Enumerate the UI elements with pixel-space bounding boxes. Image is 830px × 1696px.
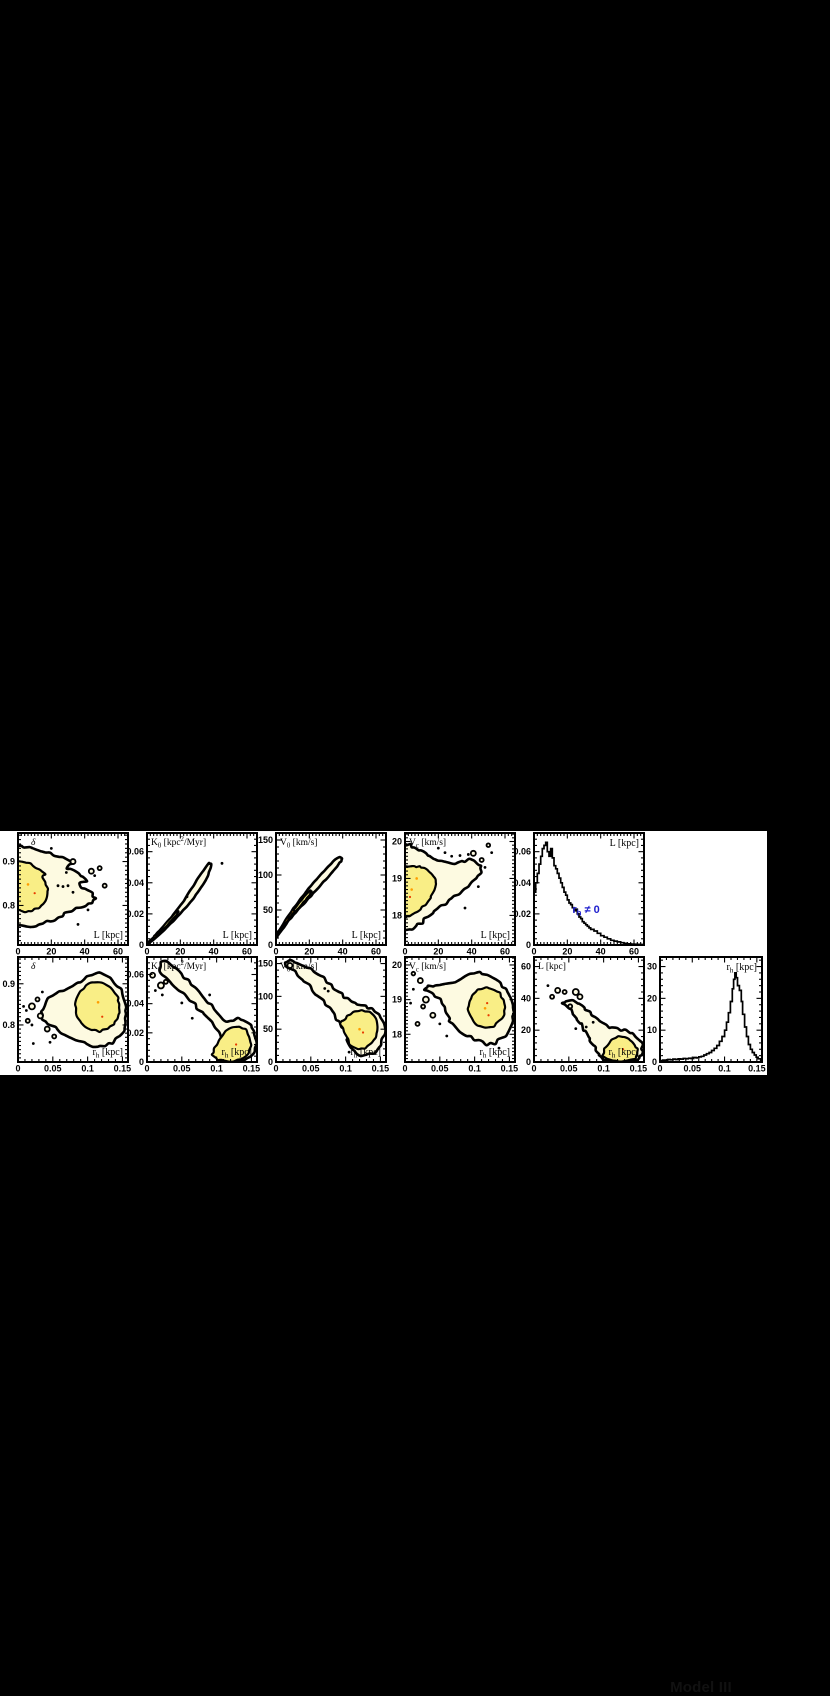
island-contour <box>487 843 491 847</box>
island-contour <box>29 1003 35 1009</box>
figure-canvas <box>0 831 767 1696</box>
island-contour <box>412 972 416 976</box>
scatter-dot <box>438 1022 441 1025</box>
x-tick-label: 0.15 <box>242 1063 261 1074</box>
scatter-dot <box>87 908 90 911</box>
marker-dot <box>486 1002 488 1004</box>
y-tick-label: 0.8 <box>2 900 15 911</box>
scatter-dot <box>77 923 80 926</box>
scatter-dot <box>477 885 480 888</box>
plot-area <box>12 842 107 927</box>
y-tick-label: 0.06 <box>513 846 531 857</box>
scatter-dot <box>186 895 189 898</box>
y-tick-label: 0 <box>651 1057 657 1067</box>
x-tick-label: 0 <box>273 946 279 957</box>
y-tick-label: 100 <box>257 870 273 880</box>
panel-L-histogram <box>510 831 666 957</box>
island-contour <box>421 1005 425 1009</box>
y-tick-label: 150 <box>257 835 273 845</box>
y-tick-label: 0.04 <box>513 877 531 888</box>
scatter-dot <box>444 851 447 854</box>
y-tick-label: 150 <box>257 958 273 969</box>
island-contour <box>164 980 168 984</box>
outer-contour <box>276 857 342 938</box>
y-tick-label: 30 <box>646 961 657 972</box>
x-tick-label: 60 <box>628 946 640 957</box>
scatter-dot <box>450 855 453 858</box>
marker-dot <box>358 1028 361 1031</box>
plot-area <box>534 842 644 945</box>
x-tick-label: 0.1 <box>339 1063 352 1074</box>
axis-variable-label: $V_0$ [km/s] <box>280 838 318 850</box>
island-contour <box>430 1013 435 1018</box>
scatter-dot <box>31 1024 34 1027</box>
x-tick-label: 0.15 <box>113 1063 132 1074</box>
plot-area <box>276 857 342 938</box>
marker-dot <box>362 1031 364 1033</box>
axis-variable-label: $V_0$ [km/s] <box>280 962 318 974</box>
x-tick-label: 0.05 <box>560 1063 578 1074</box>
scatter-dot <box>459 854 462 857</box>
scatter-dot <box>49 1041 52 1044</box>
y-tick-label: 0 <box>267 1057 273 1067</box>
island-contour <box>89 869 94 874</box>
island-contour <box>98 866 102 870</box>
corner-label: $r_h$ [kpc] <box>92 1047 123 1060</box>
island-contour <box>71 859 76 864</box>
scatter-dot <box>547 984 550 987</box>
scatter-dot <box>72 891 75 894</box>
y-tick-label: 20 <box>646 993 657 1004</box>
marker-dot <box>409 896 411 898</box>
scatter-dot <box>409 1002 412 1005</box>
scatter-dot <box>208 994 211 997</box>
island-contour <box>423 997 429 1003</box>
scatter-dot <box>93 874 96 877</box>
y-tick-label: 0.02 <box>126 1027 144 1038</box>
y-tick-label: 10 <box>646 1025 657 1036</box>
corner-label: $r_h$ [kpc] <box>608 1047 639 1060</box>
marker-dot <box>415 877 418 880</box>
scatter-dot <box>180 1002 183 1005</box>
x-tick-label: 0.15 <box>629 1063 648 1074</box>
x-tick-label: 60 <box>241 946 253 957</box>
y-tick-label: 19 <box>391 873 402 884</box>
corner-label: $r_h$ [kpc] <box>726 962 757 975</box>
scatter-dot <box>585 1026 588 1029</box>
scatter-dot <box>327 990 330 993</box>
y-tick-label: 18 <box>391 1029 402 1040</box>
x-tick-label: 20 <box>304 946 315 957</box>
x-tick-label: 0 <box>15 946 21 957</box>
scatter-dot <box>464 907 467 910</box>
annotation-text: $r_h \ne 0$ <box>572 904 600 918</box>
inner-contour <box>468 987 505 1027</box>
scatter-dot <box>57 884 60 887</box>
y-tick-label: 20 <box>391 959 402 970</box>
y-tick-label: 50 <box>262 1024 273 1035</box>
y-tick-label: 40 <box>520 993 531 1004</box>
scatter-dot <box>67 884 70 887</box>
island-contour <box>52 1034 56 1038</box>
x-tick-label: 0 <box>402 946 408 957</box>
scatter-dot <box>32 1042 35 1045</box>
island-contour <box>35 997 39 1001</box>
x-tick-label: 60 <box>499 946 511 957</box>
island-contour <box>103 884 107 888</box>
island-contour <box>45 1027 50 1032</box>
plot-area <box>409 972 514 1050</box>
x-tick-label: 0 <box>531 1063 537 1074</box>
x-tick-label: 20 <box>562 946 573 957</box>
histogram-line <box>534 842 644 945</box>
plot-area <box>22 972 126 1047</box>
scatter-dot <box>574 1027 577 1030</box>
x-tick-label: 0 <box>531 946 537 957</box>
y-tick-label: 0 <box>138 1057 144 1067</box>
corner-label: L [kpc] <box>609 838 639 849</box>
corner-label: $r_h$ [kpc] <box>221 1047 252 1060</box>
x-tick-label: 0.1 <box>597 1063 610 1074</box>
x-tick-label: 20 <box>46 946 57 957</box>
axis-variable-label: $K_0$ [kpc$^2$/Myr] <box>151 960 207 974</box>
frame <box>276 833 386 945</box>
marker-dot <box>484 1007 487 1010</box>
island-contour <box>577 994 582 999</box>
marker-dot <box>97 1001 100 1004</box>
island-contour <box>480 858 484 862</box>
island-contour <box>555 988 560 993</box>
y-tick-label: 0.9 <box>2 856 15 867</box>
axis-variable-label: L [kpc] <box>538 962 566 972</box>
x-tick-label: 0.05 <box>173 1063 191 1074</box>
island-contour <box>26 1019 30 1023</box>
island-contour <box>38 1013 43 1018</box>
y-tick-label: 19 <box>391 994 402 1005</box>
marker-dot <box>27 883 30 886</box>
x-tick-label: 0.15 <box>371 1063 390 1074</box>
x-tick-label: 40 <box>595 946 606 957</box>
island-contour <box>471 851 476 856</box>
corner-label: $r_h$ [kpc] <box>350 1047 381 1060</box>
x-tick-label: 0 <box>144 1063 150 1074</box>
scatter-dot <box>484 866 487 869</box>
corner-label: $r_h$ [kpc] <box>479 1047 510 1060</box>
x-tick-label: 0 <box>144 946 150 957</box>
x-tick-label: 20 <box>175 946 186 957</box>
y-tick-label: 50 <box>262 905 273 915</box>
y-tick-label: 0.8 <box>2 1019 15 1030</box>
scatter-dot <box>22 1005 25 1008</box>
axis-variable-label: $V_c$ [km/s] <box>409 838 447 850</box>
y-tick-label: 0 <box>138 940 144 950</box>
island-contour <box>568 1004 572 1008</box>
y-tick-label: 0 <box>525 1057 531 1067</box>
x-tick-label: 40 <box>79 946 90 957</box>
marker-dot <box>101 1016 103 1018</box>
core-contour <box>276 910 294 936</box>
y-tick-label: 0.9 <box>2 978 15 989</box>
scatter-dot <box>50 847 53 850</box>
panel-rh-histogram <box>636 950 784 1075</box>
x-tick-label: 40 <box>466 946 477 957</box>
inner-contour <box>75 982 119 1032</box>
x-tick-label: 0.1 <box>718 1063 731 1074</box>
scatter-dot <box>467 853 470 856</box>
scatter-dot <box>221 862 224 865</box>
y-tick-label: 18 <box>391 910 402 921</box>
y-tick-label: 0.02 <box>126 908 144 919</box>
x-tick-label: 0.15 <box>748 1063 766 1074</box>
marker-dot <box>34 892 36 894</box>
scatter-dot <box>323 987 326 990</box>
x-tick-label: 0.1 <box>468 1063 481 1074</box>
model-label: Model III <box>670 1679 732 1696</box>
x-tick-label: 0 <box>657 1063 663 1074</box>
x-tick-label: 0.05 <box>431 1063 449 1074</box>
marker-dot <box>235 1043 237 1045</box>
x-tick-label: 40 <box>208 946 219 957</box>
y-tick-label: 0 <box>525 940 531 950</box>
x-tick-label: 20 <box>433 946 444 957</box>
x-tick-label: 0 <box>273 1063 279 1074</box>
y-tick-label: 60 <box>520 961 531 972</box>
y-tick-label: 20 <box>520 1025 531 1036</box>
corner-label: L [kpc] <box>351 930 381 941</box>
y-tick-label: 0.04 <box>126 998 144 1009</box>
y-tick-label: 0.04 <box>126 877 144 888</box>
y-tick-label: 20 <box>391 836 402 847</box>
x-tick-label: 0.15 <box>500 1063 519 1074</box>
y-tick-label: 0 <box>267 940 273 950</box>
scatter-dot <box>65 871 68 874</box>
y-tick-label: 0.06 <box>126 969 144 980</box>
scatter-dot <box>191 1017 194 1020</box>
scatter-dot <box>445 1035 448 1038</box>
x-tick-label: 0.05 <box>44 1063 62 1074</box>
axis-variable-label: δ <box>31 838 36 848</box>
axis-variable-label: $K_0$ [kpc$^2$/Myr] <box>151 836 207 850</box>
corner-label: L [kpc] <box>222 930 252 941</box>
island-contour <box>550 995 554 999</box>
island-contour <box>416 1022 420 1026</box>
histogram-line <box>660 973 762 1062</box>
x-tick-label: 0.1 <box>81 1063 94 1074</box>
x-tick-label: 0 <box>15 1063 21 1074</box>
scatter-dot <box>41 991 44 994</box>
marker-dot <box>410 888 413 891</box>
x-tick-label: 0 <box>402 1063 408 1074</box>
island-contour <box>418 978 423 983</box>
corner-label: L [kpc] <box>480 930 510 941</box>
scatter-dot <box>412 988 415 991</box>
scatter-dot <box>25 1009 28 1012</box>
axis-variable-label: δ <box>31 962 36 972</box>
plot-area <box>660 973 762 1062</box>
x-tick-label: 0.05 <box>683 1063 702 1074</box>
axis-variable-label: $V_c$ [km/s] <box>409 962 447 974</box>
island-contour <box>563 990 567 994</box>
scatter-dot <box>592 1021 595 1024</box>
scatter-dot <box>154 989 157 992</box>
x-tick-label: 0.1 <box>210 1063 223 1074</box>
plot-area <box>285 960 385 1056</box>
x-tick-label: 40 <box>337 946 348 957</box>
ticks <box>276 833 386 945</box>
scatter-dot <box>161 994 164 997</box>
y-tick-label: 0.02 <box>513 908 531 919</box>
island-contour <box>158 982 164 988</box>
y-tick-label: 0.06 <box>126 846 144 857</box>
x-tick-label: 60 <box>370 946 382 957</box>
scatter-dot <box>62 885 65 888</box>
plot-area <box>399 841 493 933</box>
x-tick-label: 60 <box>112 946 124 957</box>
x-tick-label: 0.05 <box>302 1063 320 1074</box>
island-contour <box>150 973 155 978</box>
scatter-dot <box>490 851 493 854</box>
marker-dot <box>487 1014 489 1016</box>
y-tick-label: 100 <box>257 991 273 1002</box>
plot-area <box>147 862 224 945</box>
corner-label: L [kpc] <box>93 930 123 941</box>
